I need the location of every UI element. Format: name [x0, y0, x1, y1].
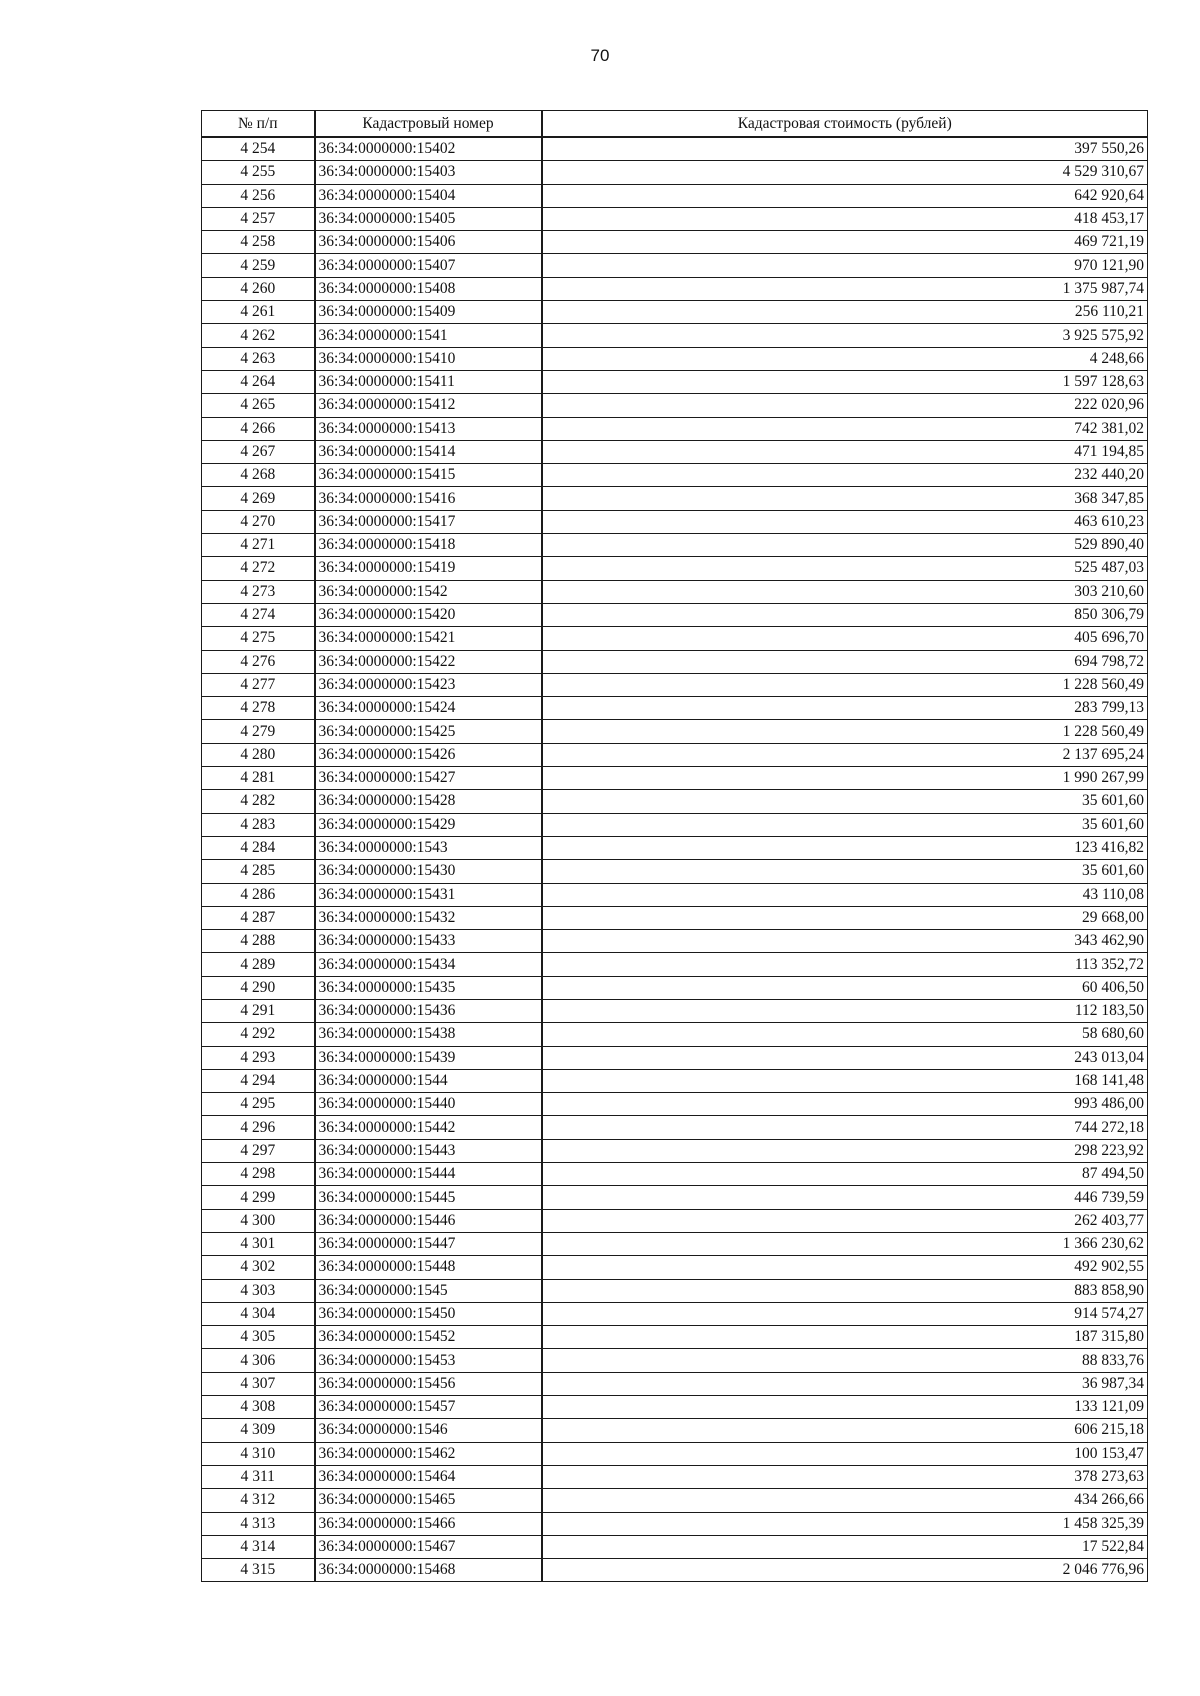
- cadastral-number-cell: 36:34:0000000:15466: [315, 1512, 542, 1535]
- row-number-cell: 4 315: [202, 1559, 315, 1582]
- cadastral-number-cell: 36:34:0000000:15404: [315, 184, 542, 207]
- cadastral-value-cell: 469 721,19: [542, 231, 1148, 254]
- row-number-cell: 4 296: [202, 1116, 315, 1139]
- row-number-cell: 4 257: [202, 207, 315, 230]
- table-row: [202, 1186, 1148, 1209]
- cadastral-value-cell: 283 799,13: [542, 697, 1148, 720]
- cadastral-value-cell: 36 987,34: [542, 1372, 1148, 1395]
- cadastral-number-cell: 36:34:0000000:15462: [315, 1442, 542, 1465]
- cadastral-value-cell: 58 680,60: [542, 1023, 1148, 1046]
- row-number-cell: 4 260: [202, 277, 315, 300]
- cadastral-number-cell: 36:34:0000000:15465: [315, 1489, 542, 1512]
- cadastral-number-cell: 36:34:0000000:15402: [315, 137, 542, 161]
- cadastral-number-cell: 36:34:0000000:15438: [315, 1023, 542, 1046]
- cadastral-number-cell: 36:34:0000000:15448: [315, 1256, 542, 1279]
- row-number-cell: 4 287: [202, 906, 315, 929]
- row-number-cell: 4 263: [202, 347, 315, 370]
- table-row: [202, 161, 1148, 184]
- cadastral-number-cell: 36:34:0000000:15443: [315, 1139, 542, 1162]
- row-number-cell: 4 297: [202, 1139, 315, 1162]
- row-number-cell: 4 311: [202, 1465, 315, 1488]
- row-number-cell: 4 304: [202, 1302, 315, 1325]
- table-row: [202, 720, 1148, 743]
- table-row: [202, 487, 1148, 510]
- table-row: [202, 1046, 1148, 1069]
- row-number-cell: 4 299: [202, 1186, 315, 1209]
- cadastral-number-cell: 36:34:0000000:15452: [315, 1326, 542, 1349]
- table-row: [202, 370, 1148, 393]
- row-number-cell: 4 268: [202, 464, 315, 487]
- table-row: [202, 1093, 1148, 1116]
- cadastral-value-cell: 378 273,63: [542, 1465, 1148, 1488]
- cadastral-number-cell: 36:34:0000000:15428: [315, 790, 542, 813]
- table-row: [202, 301, 1148, 324]
- cadastral-number-cell: 36:34:0000000:15419: [315, 557, 542, 580]
- table-row: [202, 1116, 1148, 1139]
- cadastral-value-cell: 970 121,90: [542, 254, 1148, 277]
- cadastral-value-cell: 2 137 695,24: [542, 743, 1148, 766]
- cadastral-number-cell: 36:34:0000000:15410: [315, 347, 542, 370]
- table-row: [202, 347, 1148, 370]
- row-number-cell: 4 258: [202, 231, 315, 254]
- row-number-cell: 4 276: [202, 650, 315, 673]
- row-number-cell: 4 313: [202, 1512, 315, 1535]
- cadastral-number-cell: 36:34:0000000:15444: [315, 1163, 542, 1186]
- row-number-cell: 4 281: [202, 767, 315, 790]
- cadastral-value-cell: 883 858,90: [542, 1279, 1148, 1302]
- cadastral-number-cell: 36:34:0000000:15453: [315, 1349, 542, 1372]
- cadastral-number-cell: 36:34:0000000:15464: [315, 1465, 542, 1488]
- cadastral-value-cell: 256 110,21: [542, 301, 1148, 324]
- row-number-cell: 4 259: [202, 254, 315, 277]
- table-header: [202, 111, 1148, 138]
- table-row: [202, 534, 1148, 557]
- cadastral-value-cell: 43 110,08: [542, 883, 1148, 906]
- row-number-cell: 4 312: [202, 1489, 315, 1512]
- cadastral-number-cell: 36:34:0000000:15439: [315, 1046, 542, 1069]
- cadastral-number-cell: 36:34:0000000:1544: [315, 1069, 542, 1092]
- cadastral-value-cell: 1 366 230,62: [542, 1232, 1148, 1255]
- cadastral-value-cell: 368 347,85: [542, 487, 1148, 510]
- table-row: [202, 1139, 1148, 1162]
- table-row: [202, 440, 1148, 463]
- table-row: [202, 231, 1148, 254]
- row-number-cell: 4 314: [202, 1535, 315, 1558]
- cadastral-number-cell: 36:34:0000000:15467: [315, 1535, 542, 1558]
- cadastral-value-cell: 88 833,76: [542, 1349, 1148, 1372]
- row-number-cell: 4 283: [202, 813, 315, 836]
- cadastral-number-cell: 36:34:0000000:15434: [315, 953, 542, 976]
- row-number-cell: 4 303: [202, 1279, 315, 1302]
- cadastral-value-cell: 606 215,18: [542, 1419, 1148, 1442]
- table-row: [202, 1232, 1148, 1255]
- cadastral-value-cell: 17 522,84: [542, 1535, 1148, 1558]
- cadastral-number-cell: 36:34:0000000:15406: [315, 231, 542, 254]
- row-number-cell: 4 284: [202, 836, 315, 859]
- cadastral-value-cell: 100 153,47: [542, 1442, 1148, 1465]
- table-row: [202, 953, 1148, 976]
- row-number-cell: 4 300: [202, 1209, 315, 1232]
- row-number-cell: 4 279: [202, 720, 315, 743]
- cadastral-number-cell: 36:34:0000000:15468: [315, 1559, 542, 1582]
- table-row: [202, 1069, 1148, 1092]
- row-number-cell: 4 308: [202, 1396, 315, 1419]
- table-row: [202, 673, 1148, 696]
- table-row: [202, 743, 1148, 766]
- row-number-cell: 4 261: [202, 301, 315, 324]
- table-row: [202, 767, 1148, 790]
- cadastral-value-cell: 3 925 575,92: [542, 324, 1148, 347]
- row-number-cell: 4 291: [202, 999, 315, 1022]
- cadastral-number-cell: 36:34:0000000:15450: [315, 1302, 542, 1325]
- header-cadastral-number: Кадастровый номер: [315, 111, 542, 138]
- row-number-cell: 4 274: [202, 603, 315, 626]
- row-number-cell: 4 269: [202, 487, 315, 510]
- cadastral-value-cell: 397 550,26: [542, 137, 1148, 161]
- cadastral-value-cell: 262 403,77: [542, 1209, 1148, 1232]
- row-number-cell: 4 265: [202, 394, 315, 417]
- row-number-cell: 4 275: [202, 627, 315, 650]
- cadastral-number-cell: 36:34:0000000:15415: [315, 464, 542, 487]
- row-number-cell: 4 270: [202, 510, 315, 533]
- cadastral-number-cell: 36:34:0000000:15429: [315, 813, 542, 836]
- cadastral-value-cell: 418 453,17: [542, 207, 1148, 230]
- cadastral-value-cell: 29 668,00: [542, 906, 1148, 929]
- cadastral-number-cell: 36:34:0000000:15409: [315, 301, 542, 324]
- cadastral-value-cell: 87 494,50: [542, 1163, 1148, 1186]
- cadastral-value-cell: 434 266,66: [542, 1489, 1148, 1512]
- row-number-cell: 4 307: [202, 1372, 315, 1395]
- table-row: [202, 1349, 1148, 1372]
- cadastral-number-cell: 36:34:0000000:15433: [315, 930, 542, 953]
- row-number-cell: 4 293: [202, 1046, 315, 1069]
- table-row: [202, 1279, 1148, 1302]
- cadastral-value-cell: 35 601,60: [542, 860, 1148, 883]
- cadastral-value-cell: 742 381,02: [542, 417, 1148, 440]
- cadastral-value-cell: 343 462,90: [542, 930, 1148, 953]
- table-row: [202, 1419, 1148, 1442]
- row-number-cell: 4 277: [202, 673, 315, 696]
- cadastral-number-cell: 36:34:0000000:1545: [315, 1279, 542, 1302]
- cadastral-value-table: [201, 110, 1148, 1582]
- table-row: [202, 999, 1148, 1022]
- cadastral-value-cell: 187 315,80: [542, 1326, 1148, 1349]
- cadastral-number-cell: 36:34:0000000:15422: [315, 650, 542, 673]
- cadastral-number-cell: 36:34:0000000:1542: [315, 580, 542, 603]
- row-number-cell: 4 273: [202, 580, 315, 603]
- cadastral-value-cell: 168 141,48: [542, 1069, 1148, 1092]
- table-row: [202, 790, 1148, 813]
- page-number: 70: [590, 46, 610, 65]
- row-number-cell: 4 285: [202, 860, 315, 883]
- table-body: [202, 137, 1148, 1582]
- cadastral-number-cell: 36:34:0000000:15414: [315, 440, 542, 463]
- cadastral-number-cell: 36:34:0000000:15446: [315, 1209, 542, 1232]
- cadastral-number-cell: 36:34:0000000:15431: [315, 883, 542, 906]
- cadastral-number-cell: 36:34:0000000:15403: [315, 161, 542, 184]
- cadastral-value-cell: 1 597 128,63: [542, 370, 1148, 393]
- cadastral-number-cell: 36:34:0000000:15420: [315, 603, 542, 626]
- cadastral-number-cell: 36:34:0000000:15405: [315, 207, 542, 230]
- cadastral-value-cell: 222 020,96: [542, 394, 1148, 417]
- cadastral-value-cell: 112 183,50: [542, 999, 1148, 1022]
- cadastral-value-cell: 133 121,09: [542, 1396, 1148, 1419]
- table-row: [202, 836, 1148, 859]
- row-number-cell: 4 266: [202, 417, 315, 440]
- cadastral-number-cell: 36:34:0000000:15442: [315, 1116, 542, 1139]
- row-number-cell: 4 278: [202, 697, 315, 720]
- table-row: [202, 580, 1148, 603]
- cadastral-number-cell: 36:34:0000000:15440: [315, 1093, 542, 1116]
- cadastral-number-cell: 36:34:0000000:15416: [315, 487, 542, 510]
- cadastral-value-cell: 243 013,04: [542, 1046, 1148, 1069]
- cadastral-value-cell: 914 574,27: [542, 1302, 1148, 1325]
- table-row: [202, 1535, 1148, 1558]
- row-number-cell: 4 264: [202, 370, 315, 393]
- cadastral-value-cell: 492 902,55: [542, 1256, 1148, 1279]
- cadastral-value-cell: 694 798,72: [542, 650, 1148, 673]
- cadastral-value-cell: 298 223,92: [542, 1139, 1148, 1162]
- cadastral-value-cell: 993 486,00: [542, 1093, 1148, 1116]
- row-number-cell: 4 289: [202, 953, 315, 976]
- table-row: [202, 277, 1148, 300]
- cadastral-number-cell: 36:34:0000000:15407: [315, 254, 542, 277]
- table-row: [202, 137, 1148, 161]
- row-number-cell: 4 280: [202, 743, 315, 766]
- header-cadastral-value: Кадастровая стоимость (рублей): [542, 111, 1148, 138]
- cadastral-number-cell: 36:34:0000000:15413: [315, 417, 542, 440]
- table-row: [202, 860, 1148, 883]
- table-row: [202, 464, 1148, 487]
- cadastral-value-cell: 2 046 776,96: [542, 1559, 1148, 1582]
- row-number-cell: 4 286: [202, 883, 315, 906]
- row-number-cell: 4 255: [202, 161, 315, 184]
- cadastral-value-cell: 525 487,03: [542, 557, 1148, 580]
- table-row: [202, 1326, 1148, 1349]
- cadastral-value-cell: 744 272,18: [542, 1116, 1148, 1139]
- row-number-cell: 4 309: [202, 1419, 315, 1442]
- cadastral-number-cell: 36:34:0000000:15427: [315, 767, 542, 790]
- cadastral-number-cell: 36:34:0000000:15432: [315, 906, 542, 929]
- cadastral-value-cell: 4 529 310,67: [542, 161, 1148, 184]
- cadastral-value-cell: 113 352,72: [542, 953, 1148, 976]
- cadastral-number-cell: 36:34:0000000:15435: [315, 976, 542, 999]
- table-row: [202, 184, 1148, 207]
- table-row: [202, 1489, 1148, 1512]
- header-row-number: № п/п: [202, 111, 315, 138]
- header-row: [202, 111, 1148, 138]
- cadastral-value-cell: 463 610,23: [542, 510, 1148, 533]
- table-row: [202, 603, 1148, 626]
- table-row: [202, 557, 1148, 580]
- cadastral-value-cell: 4 248,66: [542, 347, 1148, 370]
- cadastral-number-cell: 36:34:0000000:15436: [315, 999, 542, 1022]
- cadastral-value-cell: 35 601,60: [542, 813, 1148, 836]
- cadastral-value-cell: 1 990 267,99: [542, 767, 1148, 790]
- cadastral-value-cell: 1 375 987,74: [542, 277, 1148, 300]
- table-row: [202, 394, 1148, 417]
- row-number-cell: 4 302: [202, 1256, 315, 1279]
- row-number-cell: 4 272: [202, 557, 315, 580]
- cadastral-value-cell: 405 696,70: [542, 627, 1148, 650]
- table-row: [202, 207, 1148, 230]
- row-number-cell: 4 295: [202, 1093, 315, 1116]
- cadastral-number-cell: 36:34:0000000:15421: [315, 627, 542, 650]
- cadastral-number-cell: 36:34:0000000:1543: [315, 836, 542, 859]
- cadastral-value-cell: 850 306,79: [542, 603, 1148, 626]
- table-row: [202, 1302, 1148, 1325]
- cadastral-number-cell: 36:34:0000000:15425: [315, 720, 542, 743]
- table-row: [202, 1163, 1148, 1186]
- row-number-cell: 4 301: [202, 1232, 315, 1255]
- row-number-cell: 4 298: [202, 1163, 315, 1186]
- table-row: [202, 1372, 1148, 1395]
- table-row: [202, 1559, 1148, 1582]
- table-row: [202, 906, 1148, 929]
- row-number-cell: 4 310: [202, 1442, 315, 1465]
- table-row: [202, 1442, 1148, 1465]
- cadastral-number-cell: 36:34:0000000:15418: [315, 534, 542, 557]
- cadastral-number-cell: 36:34:0000000:15411: [315, 370, 542, 393]
- cadastral-value-cell: 1 458 325,39: [542, 1512, 1148, 1535]
- table-row: [202, 1256, 1148, 1279]
- table-row: [202, 813, 1148, 836]
- table-row: [202, 510, 1148, 533]
- table-row: [202, 254, 1148, 277]
- cadastral-number-cell: 36:34:0000000:15408: [315, 277, 542, 300]
- row-number-cell: 4 305: [202, 1326, 315, 1349]
- cadastral-value-cell: 471 194,85: [542, 440, 1148, 463]
- row-number-cell: 4 292: [202, 1023, 315, 1046]
- cadastral-number-cell: 36:34:0000000:15423: [315, 673, 542, 696]
- table-row: [202, 930, 1148, 953]
- cadastral-number-cell: 36:34:0000000:15417: [315, 510, 542, 533]
- cadastral-number-cell: 36:34:0000000:15457: [315, 1396, 542, 1419]
- table-row: [202, 324, 1148, 347]
- cadastral-value-cell: 232 440,20: [542, 464, 1148, 487]
- cadastral-number-cell: 36:34:0000000:15456: [315, 1372, 542, 1395]
- table-row: [202, 883, 1148, 906]
- row-number-cell: 4 271: [202, 534, 315, 557]
- cadastral-value-cell: 446 739,59: [542, 1186, 1148, 1209]
- row-number-cell: 4 306: [202, 1349, 315, 1372]
- cadastral-number-cell: 36:34:0000000:15412: [315, 394, 542, 417]
- row-number-cell: 4 282: [202, 790, 315, 813]
- table-row: [202, 650, 1148, 673]
- cadastral-value-cell: 35 601,60: [542, 790, 1148, 813]
- cadastral-value-cell: 529 890,40: [542, 534, 1148, 557]
- table-row: [202, 1512, 1148, 1535]
- table-row: [202, 976, 1148, 999]
- row-number-cell: 4 290: [202, 976, 315, 999]
- row-number-cell: 4 288: [202, 930, 315, 953]
- cadastral-number-cell: 36:34:0000000:15426: [315, 743, 542, 766]
- table-row: [202, 1465, 1148, 1488]
- row-number-cell: 4 262: [202, 324, 315, 347]
- cadastral-value-cell: 1 228 560,49: [542, 673, 1148, 696]
- row-number-cell: 4 267: [202, 440, 315, 463]
- table-row: [202, 417, 1148, 440]
- row-number-cell: 4 256: [202, 184, 315, 207]
- table-row: [202, 1209, 1148, 1232]
- cadastral-number-cell: 36:34:0000000:15430: [315, 860, 542, 883]
- row-number-cell: 4 254: [202, 137, 315, 161]
- cadastral-value-cell: 123 416,82: [542, 836, 1148, 859]
- cadastral-value-cell: 642 920,64: [542, 184, 1148, 207]
- table-row: [202, 1023, 1148, 1046]
- cadastral-number-cell: 36:34:0000000:1546: [315, 1419, 542, 1442]
- cadastral-value-cell: 60 406,50: [542, 976, 1148, 999]
- row-number-cell: 4 294: [202, 1069, 315, 1092]
- cadastral-number-cell: 36:34:0000000:15445: [315, 1186, 542, 1209]
- cadastral-value-cell: 303 210,60: [542, 580, 1148, 603]
- cadastral-value-cell: 1 228 560,49: [542, 720, 1148, 743]
- cadastral-number-cell: 36:34:0000000:15424: [315, 697, 542, 720]
- cadastral-number-cell: 36:34:0000000:15447: [315, 1232, 542, 1255]
- table-row: [202, 627, 1148, 650]
- table-row: [202, 1396, 1148, 1419]
- cadastral-number-cell: 36:34:0000000:1541: [315, 324, 542, 347]
- table-row: [202, 697, 1148, 720]
